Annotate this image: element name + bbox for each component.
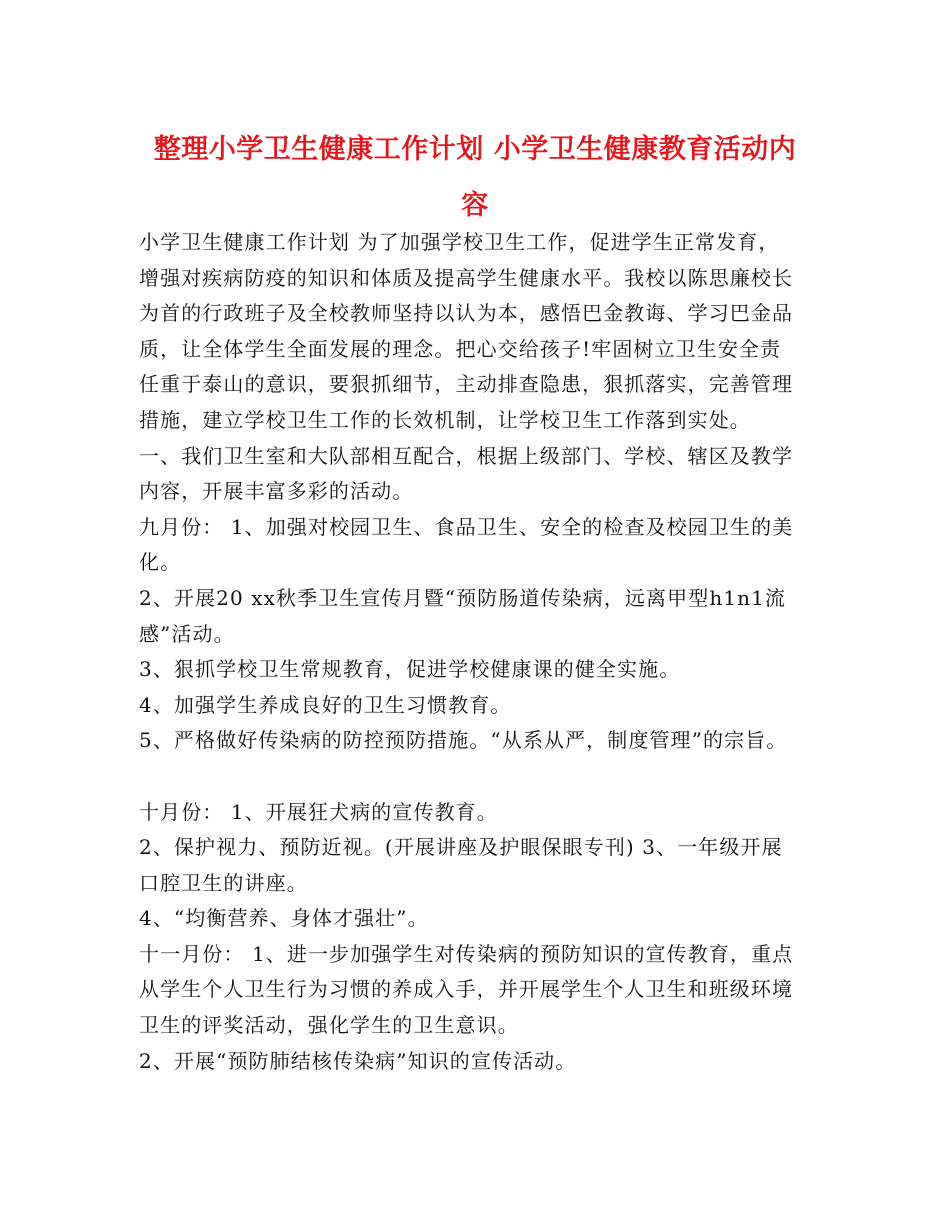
- body-line: 小学卫生健康工作计划 为了加强学校卫生工作，促进学生正常发育，: [139, 230, 780, 254]
- document-title: [120, 122, 830, 234]
- title-line-1: 整理小学卫生健康工作计划 小学卫生健康教育活动内: [153, 134, 797, 165]
- body-line: 任重于泰山的意识，要狠抓细节，主动排查隐患，狠抓落实，完善管理: [139, 372, 794, 397]
- body-line: 化。: [139, 550, 182, 575]
- body-line: 措施，建立学校卫生工作的长效机制，让学校卫生工作落到实处。: [139, 407, 751, 432]
- body-line: 4、“均衡营养、身体才强壮”。: [139, 906, 429, 931]
- body-line: 2、开展“预防肺结核传染病”知识的宣传活动。: [139, 1048, 577, 1073]
- body-line: 2、保护视力、预防近视。(开展讲座及护眼保眼专刊) 3、一年级开展: [139, 835, 783, 860]
- body-line: 5、严格做好传染病的防控预防措施。“从系从严，制度管理”的宗旨。: [139, 728, 788, 753]
- body-line: 2、开展20 xx秋季卫生宣传月暨“预防肠道传染病，远离甲型h1n1流: [139, 585, 787, 610]
- paragraph-gap: [139, 759, 819, 795]
- body-line: 为首的行政班子及全校教师坚持以认为本，感悟巴金教诲、学习巴金品: [139, 301, 794, 326]
- document-body: [139, 225, 819, 1079]
- body-line: 卫生的评奖活动，强化学生的卫生意识。: [139, 1013, 519, 1038]
- body-line: 口腔卫生的讲座。: [139, 870, 308, 895]
- body-line: 十月份： 1、开展狂犬病的宣传教育。: [139, 799, 498, 824]
- title-line-2: 容: [461, 190, 489, 221]
- body-line: 十一月份： 1、进一步加强学生对传染病的预防知识的宣传教育，重点: [139, 941, 794, 966]
- body-line: 质，让全体学生全面发展的理念。把心交给孩子!牢固树立卫生安全责: [139, 336, 782, 361]
- body-line: 内容，开展丰富多彩的活动。: [139, 479, 414, 504]
- body-line: 九月份： 1、加强对校园卫生、食品卫生、安全的检查及校园卫生的美: [139, 514, 794, 539]
- body-line: 感”活动。: [139, 621, 235, 646]
- body-line: 4、加强学生养成良好的卫生习惯教育。: [139, 692, 512, 717]
- body-line: 增强对疾病防疫的知识和体质及提高学生健康水平。我校以陈思廉校长: [139, 265, 794, 290]
- body-line: 3、狠抓学校卫生常规教育，促进学校健康课的健全实施。: [139, 657, 681, 682]
- body-line: 从学生个人卫生行为习惯的养成入手，并开展学生个人卫生和班级环境: [139, 977, 794, 1002]
- body-line: 一、我们卫生室和大队部相互配合，根据上级部门、学校、辖区及教学: [139, 443, 794, 468]
